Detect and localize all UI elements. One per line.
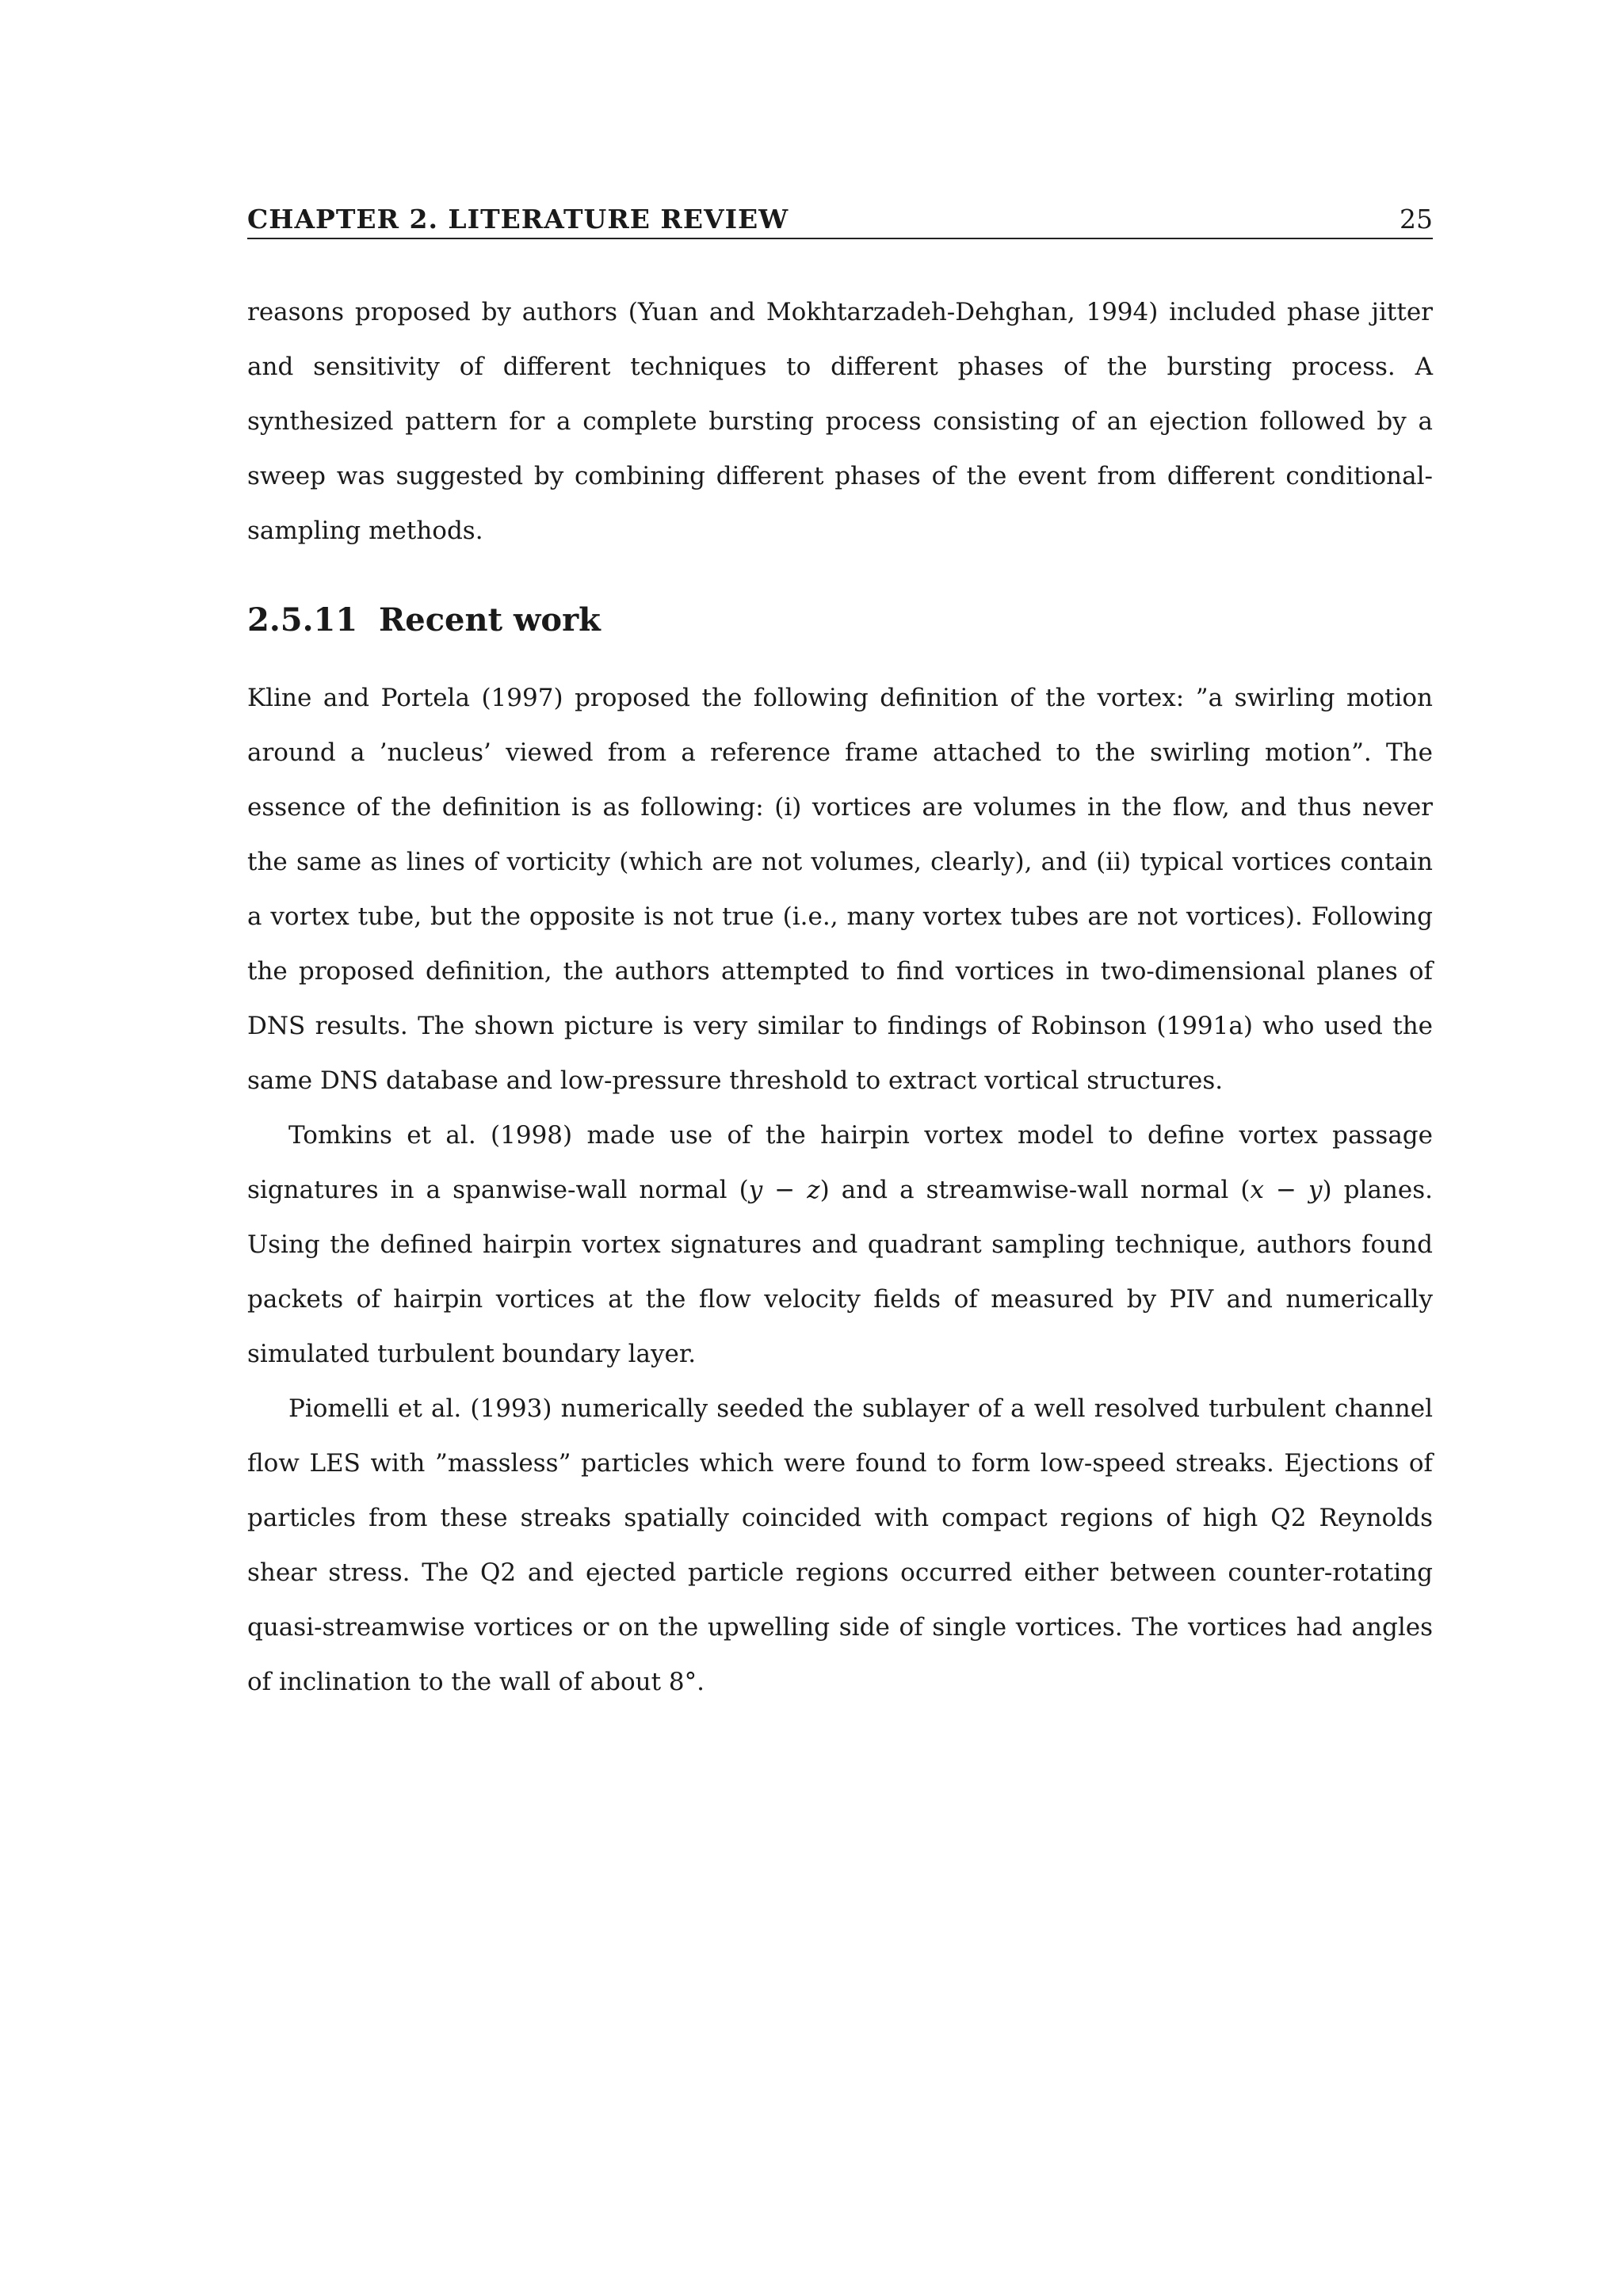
- body-text: [247, 285, 1433, 1710]
- math-y-minus-z: y − z: [748, 1176, 820, 1204]
- paragraph-kline-portela: Kline and Portela (1997) proposed the following definition of the vortex: ”a swirling motion around a ’nucleus’ viewed from a reference frame attached to the swirling motion”. The essence of the definition is as following: (i) vortices are volumes in the flow, and thus never the same as lines of vorticity (which are not volumes, clearly), and (ii) typical vortices contain a vortex tube, but the opposite is not true (i.e., many vortex tubes are not vortices). Following the proposed definition, the authors attempted to find vortices in two-dimensional planes of DNS results. The shown picture is very similar to findings of Robinson (1991a) who used the same DNS database and low-pressure threshold to extract vortical structures.: [247, 684, 1433, 1095]
- section-number: 2.5.11: [247, 601, 358, 639]
- text-segment: Tomkins et al. (1998) made use of the hairpin vortex model to define vortex passage signatures in a spanwise-wall normal (: [247, 1121, 1433, 1204]
- paragraph-piomelli: Piomelli et al. (1993) numerically seeded the sublayer of a well resolved turbulent channel flow LES with ”massless” particles which were found to form low-speed streaks. Ejections of particles from these streaks spatially coincided with compact regions of high Q2 Reynolds shear stress. The Q2 and ejected particle regions occurred either between counter-rotating quasi-streamwise vortices or on the upwelling side of single vortices. The vortices had angles of inclination to the wall of about 8°.: [247, 1394, 1433, 1696]
- page-number: 25: [1400, 204, 1433, 235]
- text-segment: ) planes. Using the defined hairpin vortex signatures and quadrant sampling technique, authors found packets of hairpin vortices at the flow velocity fields of measured by PIV and numerically simulated turbulent boundary layer.: [247, 1176, 1433, 1368]
- math-x-minus-y: x − y: [1250, 1176, 1323, 1204]
- paragraph-tomkins: [247, 1108, 1433, 1382]
- text-segment: ) and a streamwise-wall normal (: [819, 1176, 1251, 1204]
- paragraph-continuation: reasons proposed by authors (Yuan and Mokhtarzadeh-Dehghan, 1994) included phase jitter and sensitivity of different techniques to different phases of the bursting process. A synthesized pattern for a complete bursting process consisting of an ejection followed by a sweep was suggested by combining different phases of the event from different conditional-sampling methods.: [247, 298, 1433, 545]
- section-title: Recent work: [379, 601, 601, 639]
- running-header: [247, 204, 1433, 239]
- chapter-title: CHAPTER 2. LITERATURE REVIEW: [247, 204, 789, 235]
- section-heading: [247, 597, 1433, 644]
